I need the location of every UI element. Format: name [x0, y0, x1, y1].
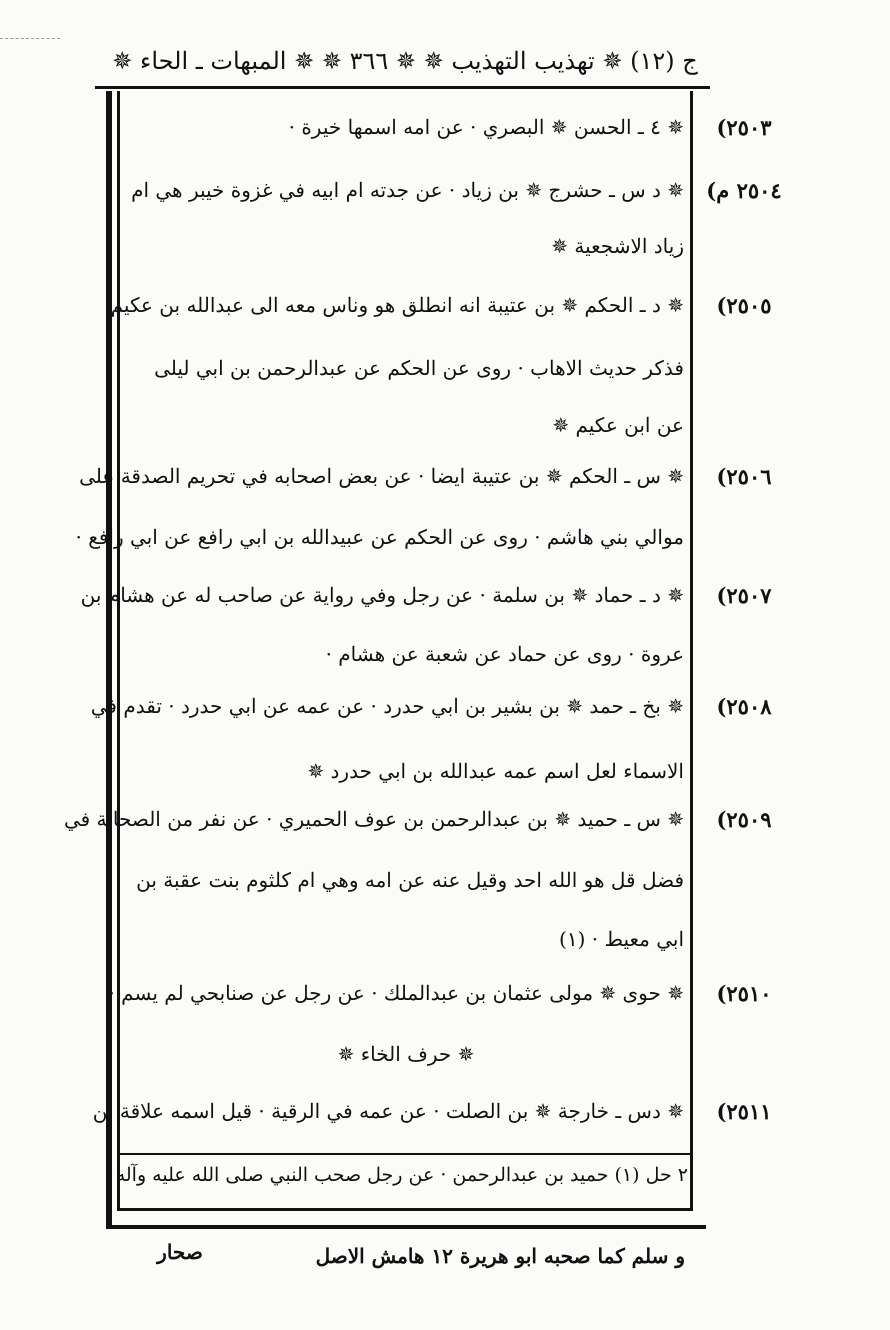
entry-line: الاسماء لعل اسم عمه عبدالله بن ابي حدرد ✵	[307, 759, 684, 783]
entry-line: فذكر حديث الاهاب · روى عن الحكم عن عبدالرحمن بن ابي ليلى	[154, 356, 684, 380]
margin-mark	[0, 38, 60, 40]
entry-line: ✵ ٤ ـ الحسن ✵ البصري · عن امه اسمها خيرة ·	[288, 115, 684, 139]
entry-line: ابي معيط · (١)	[559, 927, 684, 951]
entry-line: زياد الاشجعية ✵	[551, 234, 684, 258]
entry-line: ✵ بخ ـ حمد ✵ بن بشير بن ابي حدرد · عن عمه عن ابي حدرد · تقدم في	[90, 694, 684, 718]
entry-number: (٢٥٠٨	[716, 694, 772, 719]
header-rule	[95, 86, 710, 89]
footnote-continuation: و سلم كما صحبه ابو هريرة ١٢ هامش الاصل	[315, 1244, 685, 1268]
entry-line: ✵ د ـ الحكم ✵ بن عتيبة انه انطلق هو وناس معه الى عبدالله بن عكيم	[110, 293, 684, 317]
entry-number: (٢٥٠٣	[716, 115, 772, 140]
section-heading: ✵ حرف الخاء ✵	[337, 1042, 475, 1066]
entry-line: ✵ دس ـ خارجة ✵ بن الصلت · عن عمه في الرقية · قيل اسمه علاقة بن	[92, 1099, 684, 1123]
entry-number: (٢٥٠٩	[716, 807, 772, 832]
entry-line: ✵ س ـ الحكم ✵ بن عتيبة ايضا · عن بعض اصحابه في تحريم الصدقة على	[79, 464, 684, 488]
entry-number: (٢٥٠٦	[716, 464, 772, 489]
entry-line: عروة · روى عن حماد عن شعبة عن هشام ·	[325, 642, 684, 666]
footnote: ٢ حل (١) حميد بن عبدالرحمن · عن رجل صحب النبي صلى الله عليه وآله	[115, 1164, 688, 1186]
page-header: ج (١٢) ✵ تهذيب التهذيب ✵ ✵ ٣٦٦ ✵ ✵ المبهات ـ الحاء ✵	[112, 47, 698, 75]
entry-line: موالي بني هاشم · روى عن الحكم عن عبيدالله بن ابي رافع عن ابي رافع ·	[75, 525, 684, 549]
entry-number: (٢٥٠٧	[716, 583, 772, 608]
entry-line: ✵ حوى ✵ مولى عثمان بن عبدالملك · عن رجل عن صنابحي لم يسم ·	[108, 981, 684, 1005]
entry-line: فضل قل هو الله احد وقيل عنه عن امه وهي ام كلثوم بنت عقبة بن	[136, 868, 684, 892]
entry-line: ✵ د س ـ حشرج ✵ بن زياد · عن جدته ام ابيه في غزوة خيبر هي ام	[131, 178, 684, 202]
entry-number: (٢٥١٠	[716, 981, 772, 1006]
entry-number: (٢٥١١	[716, 1099, 772, 1124]
entry-line: ✵ س ـ حميد ✵ بن عبدالرحمن بن عوف الحميري · عن نفر من الصحابة في	[63, 807, 684, 831]
signature: صحار	[157, 1240, 203, 1264]
entry-line: ✵ د ـ حماد ✵ بن سلمة · عن رجل وفي رواية عن صاحب له عن هشام بن	[80, 583, 684, 607]
entry-line: عن ابن عكيم ✵	[552, 413, 684, 437]
entry-number: (٢٥٠٥	[716, 293, 772, 318]
entry-number: (٢٥٠٤ م	[706, 178, 782, 203]
footnote-rule	[118, 1153, 692, 1155]
